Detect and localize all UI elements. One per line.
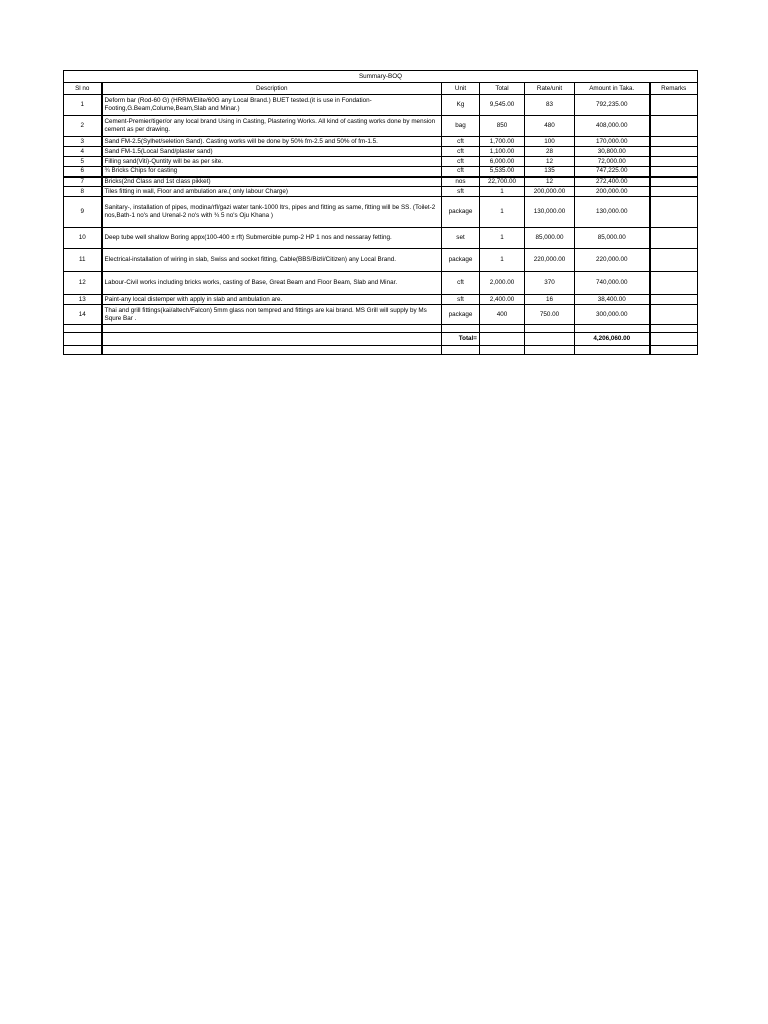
header-rate-unit: Rate/unit (525, 83, 575, 95)
cell-sl-no: 8 (64, 187, 102, 197)
table-row (64, 147, 698, 157)
cell-total: 1,100.00 (480, 147, 525, 157)
table-row (64, 157, 698, 167)
cell-sl-no: 13 (64, 295, 102, 305)
header-sl-no: Sl no (64, 83, 102, 95)
cell-sl-no: 2 (64, 116, 102, 137)
table-row (64, 305, 698, 325)
empty-row (64, 346, 698, 355)
cell-unit: nos (442, 177, 480, 187)
cell-amount: 220,000.00 (575, 249, 650, 272)
cell-rate: 16 (525, 295, 575, 305)
cell-description: Sanitary-, installation of pipes, modina/rfl/gazi water tank-1000 ltrs, pipes and fitting as same, fitting will be SS. (Toilet-2 nos,Bath-1 no's and Urenal-2 no's with ¾ 5 no's Oju Khana ) (102, 197, 442, 228)
cell-total: 5,535.00 (480, 167, 525, 177)
cell-remarks (650, 95, 698, 116)
table-row (64, 95, 698, 116)
cell-rate: 85,000.00 (525, 228, 575, 249)
cell-unit: sft (442, 295, 480, 305)
cell-unit: cft (442, 137, 480, 147)
cell-amount: 300,000.00 (575, 305, 650, 325)
cell-amount: 272,400.00 (575, 177, 650, 187)
table-row (64, 197, 698, 228)
cell-sl-no: 9 (64, 197, 102, 228)
cell-sl-no: 7 (64, 177, 102, 187)
table-row (64, 177, 698, 187)
cell-rate: 12 (525, 177, 575, 187)
cell-amount: 130,000.00 (575, 197, 650, 228)
cell-sl-no: 1 (64, 95, 102, 116)
cell-unit: cft (442, 167, 480, 177)
cell-remarks (650, 305, 698, 325)
cell-amount: 170,000.00 (575, 137, 650, 147)
cell-unit: cft (442, 272, 480, 295)
cell-sl-no: 14 (64, 305, 102, 325)
table-body (64, 95, 698, 325)
table-title: Summary-BOQ (64, 71, 698, 83)
cell-total: 2,000.00 (480, 272, 525, 295)
cell-rate: 100 (525, 137, 575, 147)
table-row (64, 167, 698, 177)
cell-rate: 83 (525, 95, 575, 116)
cell-rate: 130,000.00 (525, 197, 575, 228)
cell-total: 1,700.00 (480, 137, 525, 147)
cell-unit: Kg (442, 95, 480, 116)
cell-description: Filling sand(Viti)-Quntity will be as per site. (102, 157, 442, 167)
cell-remarks (650, 147, 698, 157)
cell-amount: 200,000.00 (575, 187, 650, 197)
cell-total: 850 (480, 116, 525, 137)
cell-description: Paint-any local distemper with apply in slab and ambulation are. (102, 295, 442, 305)
cell-total: 9,545.00 (480, 95, 525, 116)
cell-description: Labour-Civil works including bricks works, casting of Base, Great Beam and Floor Beam, Slab and Minar. (102, 272, 442, 295)
cell-remarks (650, 157, 698, 167)
cell-remarks (650, 187, 698, 197)
cell-remarks (650, 228, 698, 249)
table-row (64, 137, 698, 147)
cell-unit: set (442, 228, 480, 249)
cell-remarks (650, 167, 698, 177)
cell-unit: cft (442, 147, 480, 157)
cell-total: 400 (480, 305, 525, 325)
cell-amount: 72,000.00 (575, 157, 650, 167)
cell-total: 22,700.00 (480, 177, 525, 187)
cell-description: Sand FM-2.5(Sylhet/seletion Sand). Casting works will be done by 50% fm-2.5 and 50% of fm-1.5. (102, 137, 442, 147)
header-unit: Unit (442, 83, 480, 95)
cell-sl-no: 4 (64, 147, 102, 157)
cell-rate: 135 (525, 167, 575, 177)
cell-remarks (650, 249, 698, 272)
cell-rate: 480 (525, 116, 575, 137)
cell-amount: 747,225.00 (575, 167, 650, 177)
header-total: Total (480, 83, 525, 95)
cell-sl-no: 5 (64, 157, 102, 167)
cell-remarks (650, 116, 698, 137)
cell-rate: 12 (525, 157, 575, 167)
cell-remarks (650, 137, 698, 147)
cell-rate: 28 (525, 147, 575, 157)
cell-unit: sft (442, 187, 480, 197)
table-row (64, 295, 698, 305)
table-row (64, 272, 698, 295)
boq-summary-table (63, 70, 698, 355)
cell-amount: 792,235.00 (575, 95, 650, 116)
cell-total: 1 (480, 249, 525, 272)
cell-description: Cement-Premier/tiger/or any local brand Using in Casting, Plastering Works. All kind of casting works done by mension cement as per drawing. (102, 116, 442, 137)
header-remarks: Remarks (650, 83, 698, 95)
cell-amount: 85,000.00 (575, 228, 650, 249)
header-description: Description (102, 83, 442, 95)
total-amount: 4,206,060.00 (575, 333, 650, 346)
cell-remarks (650, 295, 698, 305)
cell-amount: 408,000.00 (575, 116, 650, 137)
cell-sl-no: 6 (64, 167, 102, 177)
cell-sl-no: 12 (64, 272, 102, 295)
table-row (64, 249, 698, 272)
cell-total: 1 (480, 187, 525, 197)
cell-rate: 750.00 (525, 305, 575, 325)
cell-rate: 220,000.00 (525, 249, 575, 272)
cell-rate: 200,000.00 (525, 187, 575, 197)
cell-description: Thai and grill fittings(kai/altech/Falcon) 5mm glass non tempred and fittings are kai brand. MS Grill will supply by Ms Squre Bar . (102, 305, 442, 325)
cell-unit: cft (442, 157, 480, 167)
cell-amount: 740,000.00 (575, 272, 650, 295)
cell-remarks (650, 197, 698, 228)
cell-rate: 370 (525, 272, 575, 295)
cell-sl-no: 11 (64, 249, 102, 272)
cell-sl-no: 3 (64, 137, 102, 147)
blank-row (64, 325, 698, 333)
cell-description: Bricks(2nd Class and 1st class pikket) (102, 177, 442, 187)
cell-description: ¾ Bricks Chips for casting (102, 167, 442, 177)
table-row (64, 228, 698, 249)
cell-description: Sand FM-1.5(Local Sand/plaster sand) (102, 147, 442, 157)
cell-unit: bag (442, 116, 480, 137)
cell-unit: package (442, 305, 480, 325)
table-row (64, 187, 698, 197)
cell-amount: 30,800.00 (575, 147, 650, 157)
table-row (64, 116, 698, 137)
cell-description: Tiles fitting in wall, Floor and ambulation are.( only labour Charge) (102, 187, 442, 197)
cell-description: Electrical-installation of wiring in slab, Swiss and socket fitting, Cable(BBS/Bizli/Citizen) any Local Brand. (102, 249, 442, 272)
header-amount: Amount in Taka. (575, 83, 650, 95)
cell-total: 1 (480, 197, 525, 228)
cell-remarks (650, 272, 698, 295)
cell-description: Deform bar (Rod-60 G) (HRRM/Elite/60G any Local Brand.) BUET tested.(it is use in Fondation-Footing,G.Beam,Colume,Beam,Slab and Minar.) (102, 95, 442, 116)
cell-description: Deep tube well shallow Boring appx(100-400 ± rft) Submercible pump-2 HP 1 nos and nessaray fetting. (102, 228, 442, 249)
cell-sl-no: 10 (64, 228, 102, 249)
cell-total: 2,400.00 (480, 295, 525, 305)
total-row (64, 333, 698, 346)
cell-unit: package (442, 197, 480, 228)
cell-total: 6,000.00 (480, 157, 525, 167)
cell-total: 1 (480, 228, 525, 249)
total-label: Total= (442, 333, 480, 346)
cell-unit: package (442, 249, 480, 272)
cell-amount: 38,400.00 (575, 295, 650, 305)
cell-remarks (650, 177, 698, 187)
